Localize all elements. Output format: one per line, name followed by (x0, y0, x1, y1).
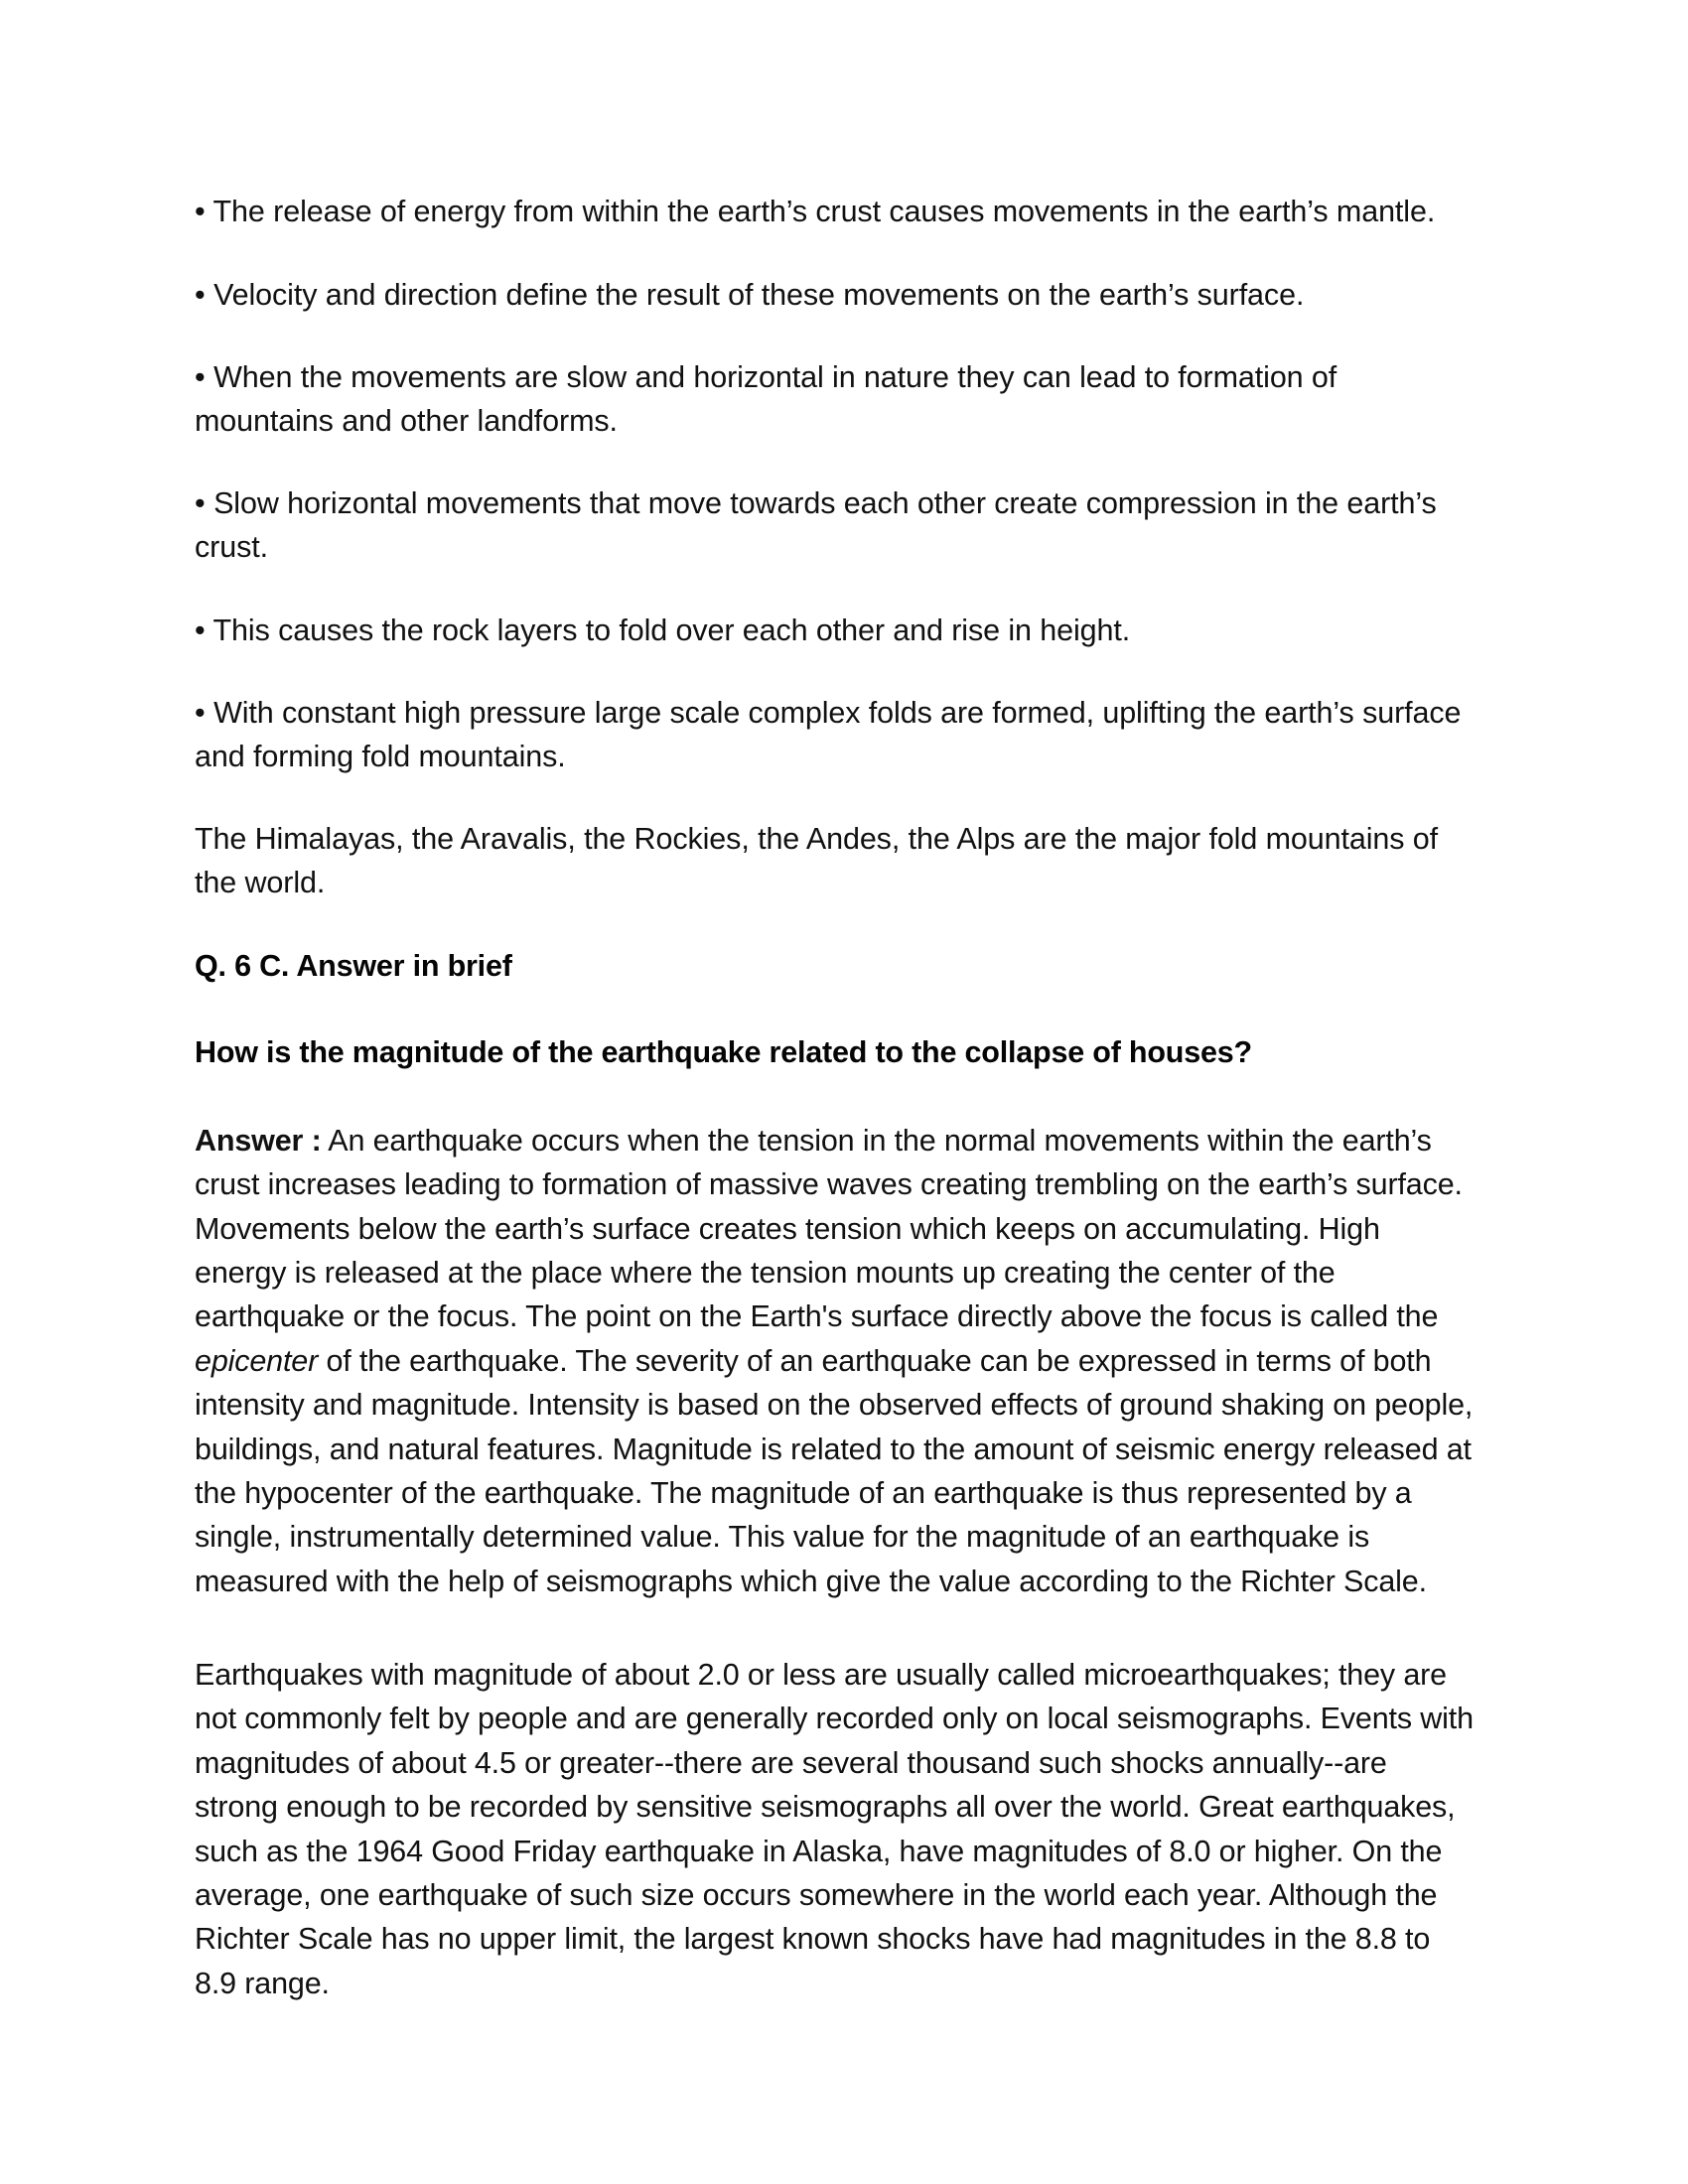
answer-paragraph-1 (195, 1119, 1476, 1603)
bullet-icon: • (195, 360, 206, 395)
answer-label: Answer : (195, 1123, 322, 1158)
list-item (195, 692, 1476, 778)
bullet-icon: • (195, 696, 206, 731)
document-content (195, 191, 1476, 2049)
list-item (195, 610, 1476, 653)
answer-text-part-2: of the earthquake. The severity of an earthquake can be expressed in terms of both intensity and magnitude. Intensity is based on the observed effects of ground shaking on people, buildings, and natural features. Magnitude is related to the amount of seismic energy released at the hypocenter of the earthquake. The magnitude of an earthquake is thus represented by a single, instrumentally determined value. This value for the magnitude of an earthquake is measured with the help of seismographs which give the value according to the Richter Scale. (195, 1343, 1474, 1598)
bullet-text: With constant high pressure large scale complex folds are formed, uplifting the earth’s surface and forming fold mountains. (195, 696, 1462, 773)
bullet-icon: • (195, 195, 206, 228)
epicenter-term: epicenter (195, 1343, 319, 1378)
list-item (195, 482, 1476, 569)
question-heading: How is the magnitude of the earthquake related to the collapse of houses? (195, 1035, 1252, 1070)
question-number-heading: Q. 6 C. Answer in brief (195, 948, 512, 983)
bullet-icon: • (195, 486, 206, 521)
list-item (195, 274, 1476, 318)
answer-paragraph-2: Earthquakes with magnitude of about 2.0 or less are usually called microearthquakes; they are not commonly felt by people and are generally recorded only on local seismographs. Events with magnitudes of about 4.5 or greater--there are several thousand such shocks annually--are strong enough to be recorded by sensitive seismographs all over the world. Great earthquakes, such as the 1964 Good Friday earthquake in Alaska, have magnitudes of 8.0 or higher. On the average, one earthquake of such size occurs somewhere in the world each year. Although the Richter Scale has no upper limit, the largest known shocks have had magnitudes in the 8.8 to 8.9 range. (195, 1658, 1474, 2000)
bullet-text: This causes the rock layers to fold over each other and rise in height. (212, 613, 1131, 647)
bullet-icon: • (195, 277, 206, 312)
fold-mountains-note: The Himalayas, the Aravalis, the Rockies, the Andes, the Alps are the major fold mountains of the world. (195, 822, 1439, 900)
bullet-text: Slow horizontal movements that move towards each other create compression in the earth’s crust. (195, 486, 1437, 565)
bullet-icon: • (195, 613, 206, 647)
answer-text-part-1: An earthquake occurs when the tension in the normal movements within the earth’s crust increases leading to formation of massive waves creating trembling on the earth’s surface. Movements below the earth’s surface creates tension which keeps on accumulating. High energy is released at the place where the tension mounts up creating the center of the earthquake or the focus. The point on the Earth's surface directly above the focus is called the (195, 1123, 1463, 1334)
bullet-text: When the movements are slow and horizontal in nature they can lead to formation of mountains and other landforms. (195, 360, 1337, 438)
list-item (195, 356, 1476, 443)
bullet-text: Velocity and direction define the result of these movements on the earth’s surface. (213, 277, 1305, 312)
bullet-text: The release of energy from within the earth’s crust causes movements in the earth’s mantle. (212, 195, 1436, 228)
list-item (195, 191, 1476, 234)
